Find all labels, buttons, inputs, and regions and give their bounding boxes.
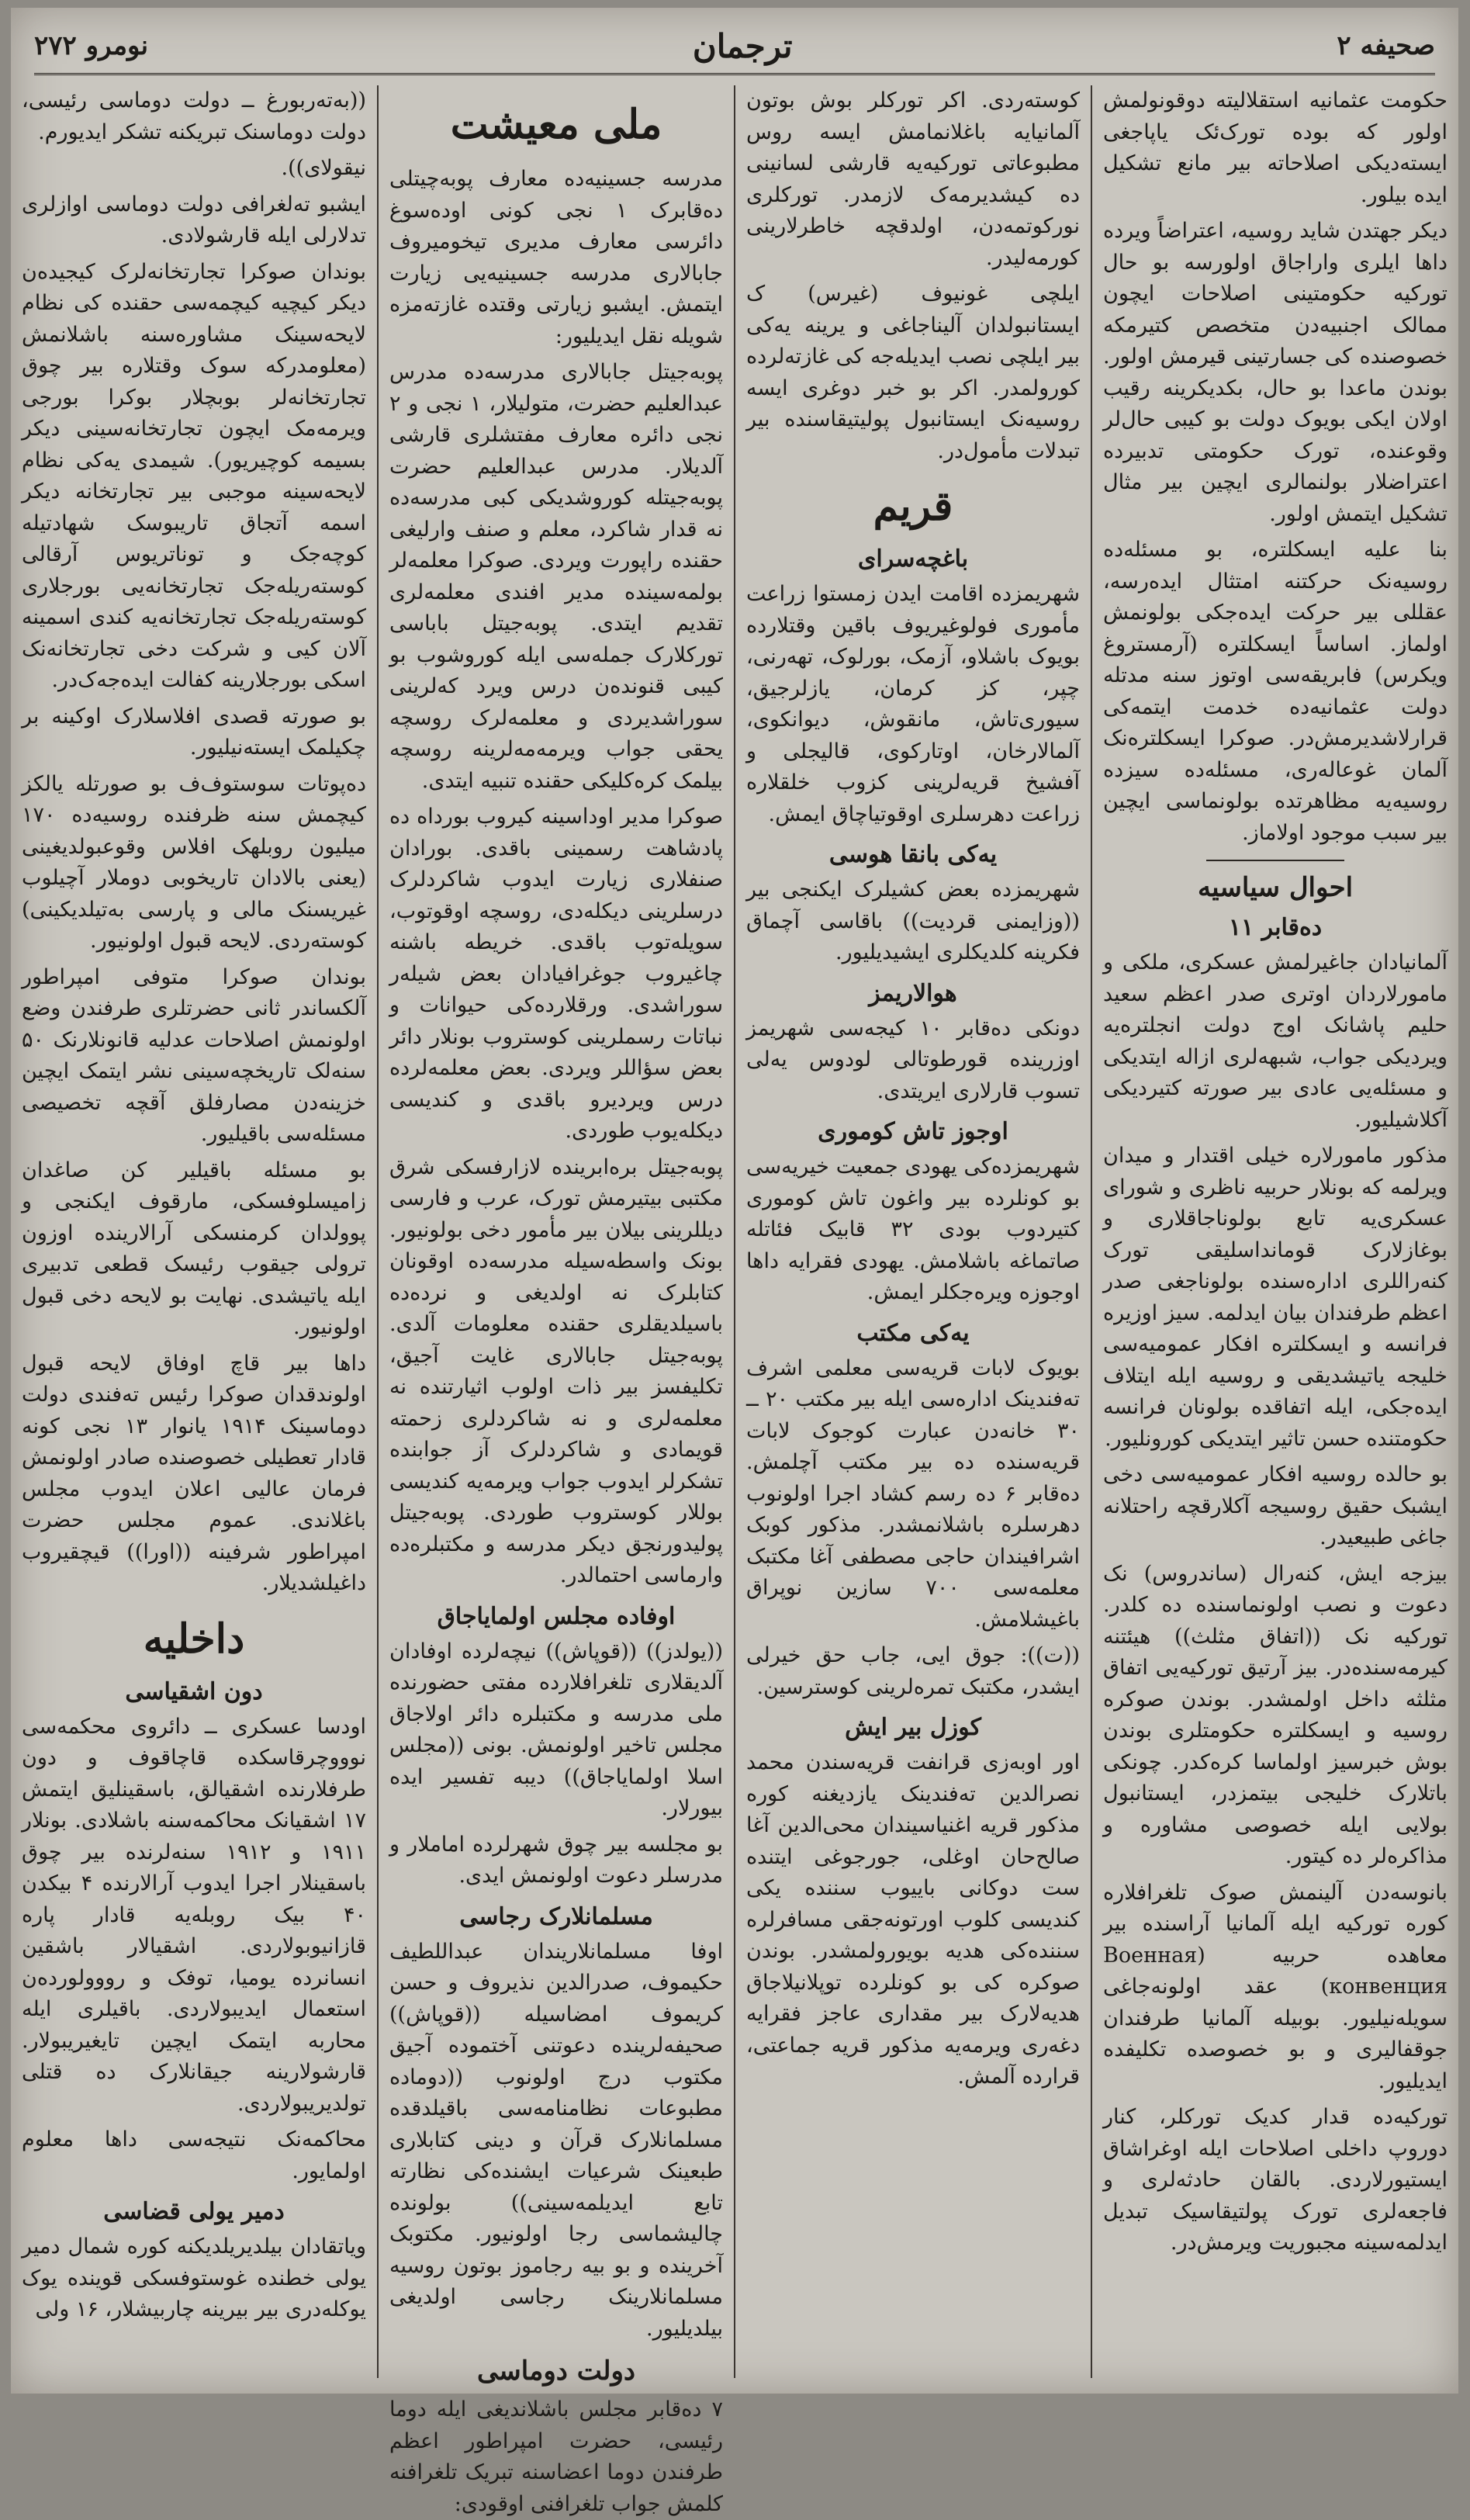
section-divider bbox=[1206, 860, 1344, 861]
news-body: شهریمزده‌کی یهودی جمعیت خیریه‌سی بو کونلرده بیر واغون تاش کوموری کتیردوب بودی ۳۲ قابیک فئاتله صاتماغه باشلامش. یهودی فقرایه داها اوجوزه ویره‌جکلر ایمش. bbox=[746, 1154, 1080, 1304]
newspaper-page bbox=[11, 8, 1458, 2516]
article-paragraph: داها بیر قاچ اوفاق لایحه قبول اولوندقدان صوکرا رئیس ته‌فندی دولت دوماسینک ۱۹۱۴ یانوار ۱۳ نجی کونه قادار تعطیلی خصوصنده صادر اولونمش فرمان عالیی اعلان ایدوب مجلس باغلاندی. عموم مجلس حضرت امپراطور شرفینه ((اورا)) قیچقیروب داغیلشدیلار. bbox=[22, 1351, 366, 1595]
news-title: باغچه‌سرای bbox=[857, 545, 969, 573]
article-paragraph: دیکر جهتدن شاید روسیه، اعتراضاً ویرده داها ایلری واراجاق اولورسه بو حال تورکیه حکومتینی اصلاحات ایچون ممالک اجنبیه‌دن متخصص کتیرمکه خصوصنده کی جسارتینی قیرمش اولور. بوندن ماعدا بو حال، بکدیکرینه رقیب اولان ایکی بویوک دولت بو کیبی حال‌لر وقوعنده، تورک حکومتی تدبیرده اعتراضلار بولنمالری ایچین بیر مثال تشکیل ایتمش اولور. bbox=[1103, 219, 1448, 526]
news-body: اور اوبه‌زی قرانفت قریه‌سندن محمد نصرالدین ته‌فندینک یازدیغنه کوره مذکور قریه اغنیاسیندان محی‌الدین آغا صالح‌حان اوغلی، جورجوغی ایتنده ست دوکانی باییوب سننده یکی کندیسی کلوب اورتونه‌جقی مسافرلره سننده‌کی هدیه بویورولمشدر. بوندن صوکره کی بو کونلرده توپلانیلاجاق هدیه‌لارک بیر مقداری عاجز فقرایه دغه‌ری ویرمه‌یه مذکور قریه جماعتی، قرارده آلمش. bbox=[746, 1750, 1080, 2089]
issue-number: نومرو ۲۷۲ bbox=[34, 30, 149, 61]
news-title: اوفاده مجلس اولمایاجاق bbox=[437, 1602, 676, 1630]
news-title: کوزل بیر ایش bbox=[845, 1714, 981, 1741]
column-rule bbox=[1091, 85, 1092, 2378]
article-paragraph: مذکور مامورلاره خیلی اقتدار و میدان ویرلمه که بونلار حربیه ناظری و شورای عسکری‌یه تابع بولوناجاقلاری و بوغازلارک قومانداسلیقی تورک کنه‌راللری اداره‌سنده بولوناجغی صدر اعظم طرفندان بیان ایدلمه. سیز اوزیره فرانسه و ایسکلتره افکار عمومیه‌سی خلیجه یاتیشدیقی و روسیه ایله ایتلاف ایده‌جکی، ایله اتفاقده بولونان فرانسه حکومتنده حسن تاثیر ایتدیکی کورونلیور. bbox=[1103, 1144, 1448, 1451]
article-paragraph: ایشبو ته‌لغرافی دولت دوماسی اوازلری تدلارلی ایله قارشولادی. bbox=[22, 192, 366, 248]
column-3 bbox=[379, 85, 734, 2516]
article-paragraph: مدرسه جسینیه‌ده معارف پوبه‌چیتلی ده‌قابرک ۱ نجی کونی اوده‌سوغ دائرسی معارف مدیری تیخومیروف جابالاری مدرسه جسینیه‌یی زیارت ایتمش. ایشبو زیارتی وقتده غازته‌مزه شویله نقل ایدیلیور: bbox=[389, 167, 723, 348]
news-body: بویوک لابات قریه‌سی معلمی اشرف ته‌فندینک اداره‌سی ایله بیر مکتب‌ ۲۰ ــ ۳۰ خانه‌دن عبارت کوجوک لابات قریه‌سنده ده بیر مکتب آچلمش. ده‌قابر ۶ ده رسم کشاد اجرا اولونوب دهرسلره باشلانمشدر. مذکور کوبک اشرافیندان حاجی مصطفی آغا مکتبک معلمه‌سی ۷۰۰ سازین نوپراق باغیشلامش. bbox=[746, 1355, 1081, 1632]
section-heading: داخلیه bbox=[143, 1615, 245, 1663]
article-paragraph: بو حالده روسیه افکار عمومیه‌سی دخی ایشبک حقیق روسیجه آکلارقچه راحتلانه جاغی طبیعیدر. bbox=[1103, 1462, 1448, 1549]
article-paragraph: حکومت عثمانیه استقلالیته دوقونولمش اولور که بوده تورک‌ئک یاپاجغی ایسته‌دیکی اصلاحاته بیر مانع تشکیل ایده بیلور. bbox=[1103, 88, 1448, 207]
article-paragraph: ۷ ده‌قابر مجلس باشلاندیغی ایله دوما رئیسی، حضرت امپراطور اعظم طرفندن دوما اعضاسنه تبریک تلغرافنه کلمش جواب تلغرافنی اوقودی: bbox=[389, 2397, 723, 2516]
paper-name: ترجمان bbox=[692, 26, 793, 65]
article-paragraph: صوکرا مدیر اوداسینه کیروب بورداه ده پادشاهت رسمینی باقدی. بورادان صنفلاری زیارت ایدوب شاکردلرک درسلرینی دیکله‌دی، روسچه اوقوتوب، سویله‌توب باقدی. خریطه باشنه چاغیروب جوغرافیادان بعض شیله‌ر سوراشدی. ورقلارده‌کی حیوانات و نباتات رسملرینی کوستروب بونلار دائر بعض سؤاللر ویردی. بعض معلمه‌لرده درس ویردیرو باقدی و کندیسی دیکله‌یوب طوردی. bbox=[389, 805, 723, 1143]
article-paragraph: بو صورته قصدی افلاسلارک اوکینه بر چکیلمک ایسته‌نیلیور. bbox=[22, 704, 366, 760]
article-paragraph: بانوسه‌دن آلینمش صوک تلغرافلاره کوره تورکیه ایله آلمانیا آراسنده بیر معاهده حربیه (Военная конвенция) عقد اولونه‌جاغی سویله‌نیلیور. بوبیله آلمانیا طرفندان جوقفالیری و بو خصوصده تکلیفده ایدیلیور. bbox=[1103, 1880, 1448, 2093]
section-heading: قریم bbox=[873, 483, 953, 530]
article-paragraph: بیزجه ایش، کنه‌رال (ساندروس) نک دعوت و نصب اولونماسنده ده کلدر. تورکیه نک ((اتفاق مثلث)) هیئتنه کیرمه‌سنده‌در. بیز آرتیق تورکیه‌یی اتفاق مثلثه داخل اولمشدر. بوندن صوکره روسیه و ایسکلتره حکومتلری بوندن بوش خبرسیز اولماسا کره‌کدر. چونکی باتلارک خلیجی بیتمزدر، ایستانبول بولایی ایله خصوصی مشاوره و مذاکره‌لر ده کیتور. bbox=[1103, 1561, 1448, 1868]
column-rule bbox=[734, 85, 735, 2378]
section-heading: ملی معیشت bbox=[450, 101, 662, 148]
article-paragraph: آلمانیادان جاغیرلمش عسکری، ملکی و مامورلاردان اوتری صدر اعظم سعید حلیم پاشانک اوج دولت انجلتره‌یه ویردیکی جواب، شبهه‌لری ازاله ایتدیکی و مسئله‌یی عادی بیر صورته کتیردیکی آکلاشیلیور. bbox=[1103, 950, 1448, 1132]
news-title: دون اشقیاسی bbox=[125, 1677, 263, 1705]
article-paragraph: پوبه‌جیتل بره‌ابرینده لازارفسکی شرق مکتبی بیتیرمش تورک، عرب و فارسی دیللرینی بیلان بیر مأمور دخی بولونیور. بونک واسطه‌سیله مدرسه‌ده اوقونان کتابلرک نه اولدیغی و نرده‌ده باسیلدیقلری حقنده معلومات آلدی. پوبه‌جیتل جابالاری غایت آجیق، تکلیفسز بیر ذات اولوب اثیارتنده نه معلمه‌لری و نه شاکردلری زحمته قویمادی و شاکردلرک آز جوابنده تشکرلر ایدوب جواب ویرمه‌یه کندیسی بوللار کوستروب طوردی. پوبه‌جیتل پولیدورنجق دیکر مدرسه و مکتبلره‌ده وارماسی احتمالدر. bbox=[389, 1154, 723, 1587]
news-title: هوالاریمز bbox=[869, 979, 957, 1007]
section-heading: احوال سیاسیه bbox=[1197, 872, 1354, 903]
article-paragraph: ایلچی غونیوف (غیرس) ک ایستانبولدان آلیناجاغی و یرینه یه‌کی بیر ایلچی نصب ایدیله‌جه کی غازته‌لرده کورولمدر. اکر بو خبر دوغری ایسه روسیه‌نک ایستانبول پولیتیقاسنده بیر تبدلات مأمول‌در. bbox=[746, 282, 1080, 463]
news-title: مسلمانلارک رجاسی bbox=[459, 1902, 653, 1930]
article-paragraph: کوسته‌ردی. اکر تورکلر بوش بوتون آلمانیایه باغلانمامش ایسه روس مطبوعاتی تورکیه‌یه قارشی لسانینی ده کیشدیرمه‌ک لازمدر. تورکلری نورکوتمه‌دن، اولدقچه خاطرلارینی کورمه‌لیدر. bbox=[746, 88, 1080, 270]
masthead bbox=[34, 19, 1435, 75]
news-body: بو مجلسه بیر چوق شهرلرده اماملار و مدرسلر دعوت اولونمش ایدی. bbox=[389, 1832, 723, 1888]
news-body: ویاتقادان بیلدیریلدیکنه کوره شمال دمیر یولی خطنده غوستوفسکی قوینده یوک یوکله‌دری بیر بیرینه چاربیشلار، ۱۶ ولی bbox=[22, 2234, 366, 2321]
news-title: یه‌کی مکتب bbox=[856, 1319, 970, 1347]
page-number: صحیفه ۲ bbox=[1337, 30, 1435, 61]
news-body: ((یولدز)) ((قوپاش)) نیچه‌لرده اوفادان آلدیقلاری تلغرافلارده مفتی حضورنده ملی مدرسه و مکتبلره دائر اولاجاق مجلس تاخیر اولونمش. بونی ((مجلس اسلا اولمایاجاق)) دیبه تفسیر ایده بیورلار. bbox=[389, 1639, 723, 1820]
news-title: دمیر یولی قضاسی bbox=[103, 2198, 285, 2225]
column-1 bbox=[1092, 85, 1458, 2378]
news-body: دونکی ده‌قابر ۱۰ کیجه‌سی شهریمز اوزرینده قورطوتالی لودوس یه‌لی تسوب قارلاری ایریتدی. bbox=[746, 1016, 1081, 1103]
news-body: شهریمزده اقامت ایدن زمستوا زراعت مأموری فولوغیریوف باقین وقتلارده بویوک باشلاو، آزمک، بورلوک، تهه‌رنی، چپر، کز کرمان، یازلرجیق، سیوری‌تاش، مانقوش، دیوانکوی، آلمالارخان، اوتارکوی، قالیجلی و آفشیخ قریه‌لرینی کزوب خلقلاره زراعت دهرسلری اوقوتیاچاق ایمش. bbox=[746, 582, 1080, 826]
column-2 bbox=[735, 85, 1091, 2378]
news-title: یه‌کی بانقا هوسی bbox=[828, 841, 998, 868]
section-heading: دولت دوماسی bbox=[476, 2356, 636, 2387]
news-body: محاکمه‌نک نتیجه‌سی داها معلوم اولمایور. bbox=[22, 2127, 366, 2183]
article-paragraph: پوبه‌جیتل جابالاری مدرسه‌ده مدرس عبدالعلیم حضرت، متولیلار، ۱ نجی و ۲ نجی دائره معارف مفتشلری قارشی آلدیلار. مدرس عبدالعلیم حضرت پوبه‌جیتله کوروشدیکی کبی مدرسه‌ده نه قدار شاکرد، معلم و صنف وارلیغی حقنده راپورت ویردی. صوکرا معلمه‌لر بولمه‌سینده مدیر افندی معلمه‌لری تقدیم ایتدی. پوبه‌جیتل باباسی تورکلارک جمله‌سی ایله کوروشوب بو کیبی قنونده‌ن درس ویرد که‌لرینی سوراشدیردی و معلمه‌لرک روسچه یحقی جواب ویرمه‌مه‌لرینه روسچه بیلمک کره‌کلیکی حقنده تنبیه ایتدی. bbox=[389, 360, 723, 793]
column-rule bbox=[377, 85, 379, 2378]
news-body: اودسا عسکری ــ دائروی محکمه‌سی نوووچرقاسکده قاچاقوف و دون طرفلارنده اشقیالق، باسقینلیق ایتمش ۱۷ اشقیانک محاکمه‌سنه باشلادی. بونلار ۱۹۱۱ و ۱۹۱۲ سنه‌لرنده بیر چوق باسقینلار اجرا ایدوب آرالارنده ۴ بیکدن ۴۰ بیک روبله‌یه قادار پاره قازانیوبولاردی. اشقیالار باشقین انسانرده یومیا، توفک و رو‌وولورده‌ن استعمال ایدیبولاردی. باقیلری ایله محاربه ایتمک ایچین تایغیریبولار. قارشولارینه جیقانلارک ده قتلی تولدیریبولاردی. bbox=[22, 1714, 367, 2116]
news-body: شهریمزده بعض کشیلرک ایکنجی بیر ((وزایمنی قردیت)) باقاسی آچماق فکرینه کلدیکلری ایشیدیلیور. bbox=[746, 878, 1080, 964]
news-title: اوجوز تاش کوموری bbox=[818, 1118, 1008, 1145]
article-paragraph: بنا علیه ایسکلتره، بو مسئله‌ده روسیه‌نک حرکتنه امتثال ایده‌رسه، عقللی بیر حرکت ایده‌جکی بولونمش اولماز. اساساً ایسکلتره (آرمستروغ ویکرس) فابریقه‌سی اوتوز سنه مدتله دولت عثمانیه‌ده خدمت ایتمه‌کی قرارلاشدیرمش‌در. صوکرا ایسکلتره‌نک آلمان غوعاله‌ری، مسئله‌ده سیزده روسیه‌یه مظاهرتده بولونماسی ایچین بیر سبب موجود اولاماز. bbox=[1103, 538, 1448, 845]
article-paragraph: بو مسئله باقیلیر کن صاغدان زامیسلوفسکی، مارقوف ایکنجی و پوولدان کرمنسکی آرالارینده اوزون ترولی جیقوب رئیسک قطعی تدبیری ایله یاتیشدی. نهایت بو لایحه دخی قبول اولونیور. bbox=[22, 1158, 366, 1339]
article-paragraph: نیقولای)). bbox=[281, 156, 366, 180]
article-paragraph: ((به‌ته‌ربورغ ــ دولت دوماسی رئیسی، دولت دوماسنک تبریکنه تشکر ایدیورم. bbox=[22, 88, 366, 144]
article-paragraph: ده‌پوتات سوستوف‌ف بو صورتله یالکز کیچمش سنه ظرفنده روسیه‌ده ۱۷۰ میلیون روبلهک افلاس وقوعبولدیغینی (یعنی بالادان تاریخوبی دوملار آچیلوب غیریسنک مالی و پارسی به‌تیلدیکینی) کوسته‌ردی. لایحه قبول اولونیور. bbox=[22, 771, 366, 953]
article-paragraph: بوندان صوکرا متوفی امپراطور آلکساندر ثانی حضرتلری طرفندن وضع اولونمش اصلاحات عدلیه قانونلارنک ۵۰ سنه‌لک تاریخچه‌سینی نشر ایتمک ایچین خزینه‌دن مصارفلق آقچه تخصیصی مسئله‌سی باقیلیور. bbox=[22, 964, 366, 1146]
article-paragraph: تورکیه‌ده قدار کدیک تورکلر، کنار دوروپ داخلی اصلاحات ایله اوغراشاق ایستیورلاردی. بالقان حادثه‌لری و فاجعه‌لری تورک پولتیقاسیک تبدیل ایدلمه‌سینه مجبوریت ویرمش‌در. bbox=[1103, 2105, 1448, 2255]
column-4 bbox=[11, 85, 377, 2378]
dateline: ده‌قابر ۱۱ bbox=[1228, 914, 1323, 941]
article-paragraph: بوندان صوکرا تجارتخانه‌لرک کیجیده‌ن دیکر کیچیه کیچمه‌سی حقنده کی نظام لایحه‌سینک مشاوره‌سنه باشلانمش (معلومدرکه سوک وقتلاره بیر چوق تجارتخانه‌لر بوبچلار بوکرا بورجی ویرمه‌مک ایچون تجارتخانه‌سینی دیکر بسیمه کوچیریور). شیمدی یه‌کی نظام لایحه‌سینه موجبی بیر تجارتخانه دیکر اسمه آتجاق تاریبوسک شهادتیله کوچه‌جک و توناتریوس آرقالی کوسته‌ریله‌جک تجارتخانه‌یی بورجلاری کوسته‌ریله‌جک تجارتخانه‌یه کندی اسمینه آلان کیی و شرکت دخی تجارتخانه‌نک اسکی بورجلارینه کفالت ایده‌جه‌ک‌در. bbox=[22, 259, 366, 692]
editor-note: ((ت)): جوق ایی، جاب حق خیرلی ایشدر، مکتبک تمره‌لرینی کوسترسین. bbox=[746, 1643, 1080, 1699]
news-body: اوفا مسلمانلاریندان عبداللطیف حکیموف، صدرالدین نذیروف و حسن کریموف امضاسیله ((قوپاش)) صحیفه‌لرینده دعوتنی آختموده آجیق مکتوب درج اولونوب ((دوماده مطبوعات نظامنامه‌سی باقیلدقده مسلمانلارک قرآن و دینی کتابلاری طبعینک شرعیات ایشنده‌کی نظارته تابع ایدیلمه‌سینی)) بولونده چالیشماسی رجا اولونیور. مکتوبک آخرینده و بو بیه رجاموز بوتون روسیه مسلمانلارینک رجاسی اولدیغی بیلدیلیور. bbox=[389, 1939, 723, 2341]
